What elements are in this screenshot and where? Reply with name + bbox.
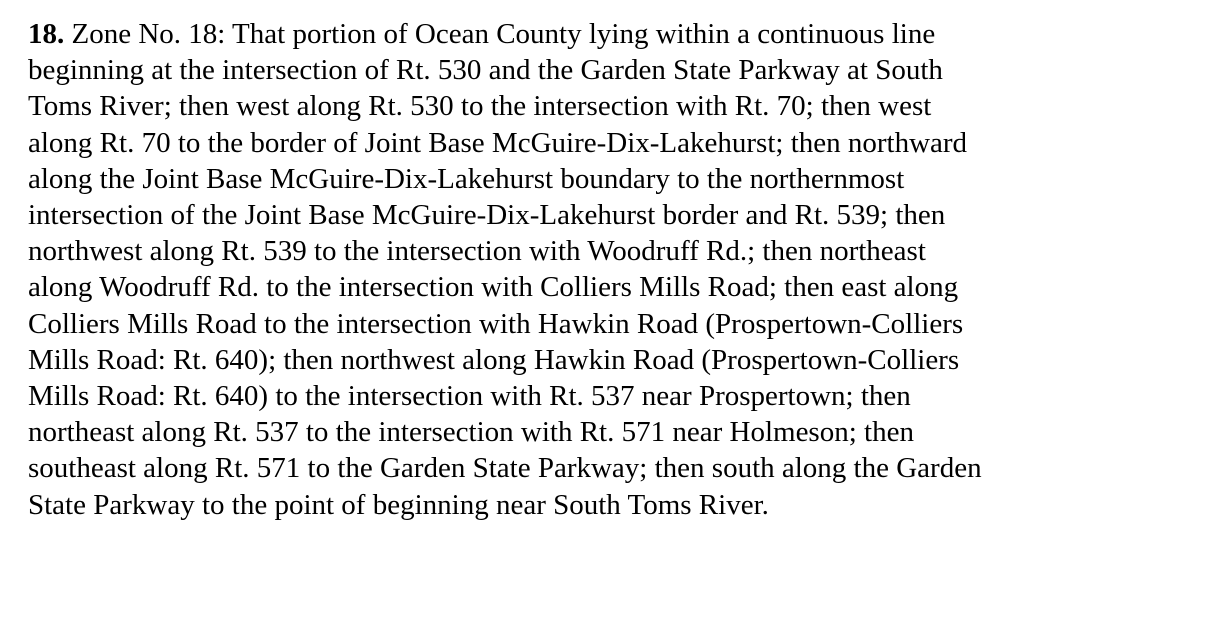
paragraph-line-5: along the Joint Base McGuire-Dix-Lakehurst boundary to the northernmost: [28, 162, 905, 195]
paragraph-line-11: Mills Road: Rt. 640) to the intersection with Rt. 537 near Prospertown; then: [28, 380, 911, 413]
zone-number: 18.: [28, 18, 65, 50]
paragraph-line-1: [28, 16, 1214, 52]
paragraph-line-6: intersection of the Joint Base McGuire-Dix-Lakehurst border and Rt. 539; then: [28, 199, 946, 232]
line-text: Zone No. 18: That portion of Ocean County lying within a continuous line: [64, 18, 936, 50]
paragraph-line-4: along Rt. 70 to the border of Joint Base McGuire-Dix-Lakehurst; then northward: [28, 126, 968, 159]
paragraph-line-14: State Parkway to the point of beginning near South Toms River.: [28, 488, 769, 521]
zone-18-paragraph: [28, 16, 1214, 523]
paragraph-line-7: northwest along Rt. 539 to the intersection with Woodruff Rd.; then northeast: [28, 235, 926, 268]
paragraph-line-10: Mills Road: Rt. 640); then northwest along Hawkin Road (Prospertown-Colliers: [28, 343, 960, 376]
paragraph-line-13: southeast along Rt. 571 to the Garden State Parkway; then south along the Garden: [28, 452, 982, 485]
paragraph-line-2: beginning at the intersection of Rt. 530 and the Garden State Parkway at South: [28, 54, 943, 87]
paragraph-line-12: northeast along Rt. 537 to the intersection with Rt. 571 near Holmeson; then: [28, 416, 914, 449]
paragraph-line-3: Toms River; then west along Rt. 530 to the intersection with Rt. 70; then west: [28, 90, 932, 123]
paragraph-line-8: along Woodruff Rd. to the intersection with Colliers Mills Road; then east along: [28, 271, 959, 304]
paragraph-line-9: Colliers Mills Road to the intersection with Hawkin Road (Prospertown-Colliers: [28, 307, 964, 340]
